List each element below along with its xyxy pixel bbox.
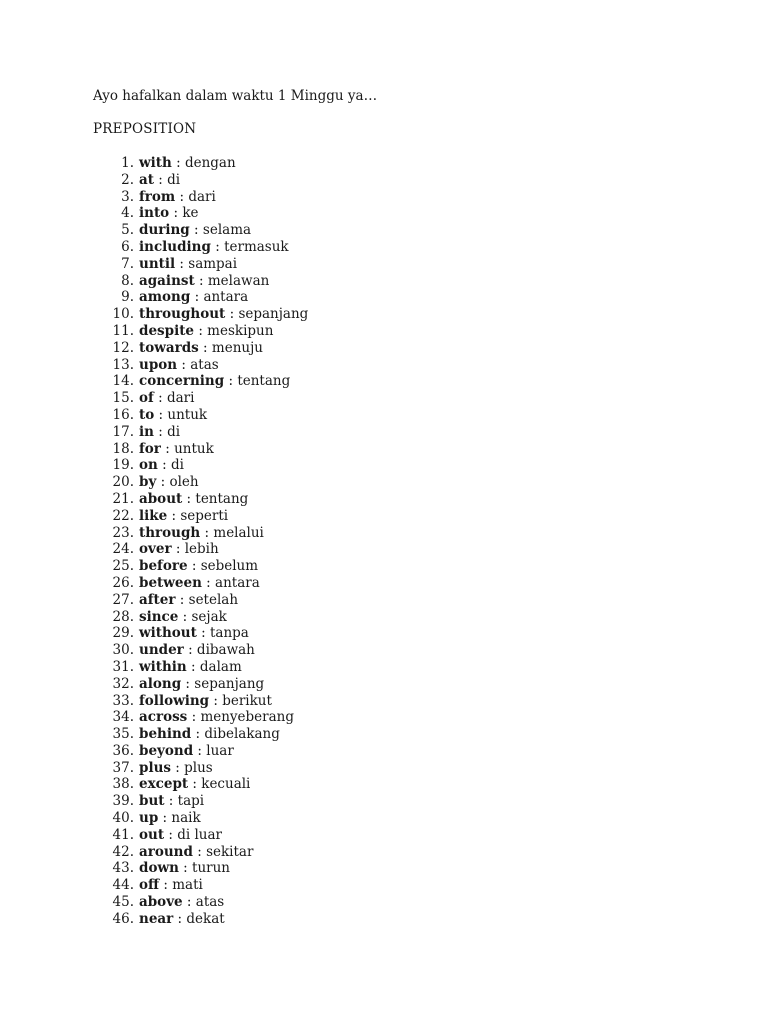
list-item (0, 541, 768, 558)
preposition-word: out (139, 826, 165, 843)
list-item (0, 676, 768, 693)
translation: naik (171, 810, 201, 827)
separator: : (177, 356, 191, 373)
list-item (0, 289, 768, 306)
translation: dibawah (196, 642, 255, 659)
translation: mati (172, 877, 203, 894)
preposition-word: under (139, 642, 184, 659)
list-item (0, 222, 768, 239)
list-item-entry (139, 306, 308, 323)
list-item-entry (139, 693, 272, 710)
list-item (0, 894, 768, 911)
translation: sepanjang (194, 675, 265, 692)
list-item-entry (139, 357, 219, 374)
translation: tapi (177, 793, 205, 810)
list-item (0, 776, 768, 793)
list-item (0, 844, 768, 861)
separator: : (225, 306, 239, 323)
list-item-number: 35. (112, 726, 134, 743)
separator: : (198, 339, 212, 356)
section-heading: PREPOSITION (93, 121, 197, 137)
list-item (0, 575, 768, 592)
list-item-entry (139, 273, 269, 290)
list-item-entry (139, 424, 180, 441)
translation: plus (184, 759, 213, 776)
list-item-number: 43. (112, 860, 134, 877)
list-item-number: 19. (112, 457, 134, 474)
list-item-number: 5. (121, 222, 134, 239)
preposition-word: in (139, 423, 154, 440)
preposition-word: near (139, 910, 174, 927)
separator: : (192, 843, 207, 860)
translation: tentang (195, 490, 249, 507)
list-item-number: 6. (121, 238, 134, 255)
translation: turun (192, 860, 230, 877)
list-item-number: 33. (112, 692, 134, 709)
list-item-entry (139, 827, 222, 844)
translation: seperti (180, 507, 229, 524)
translation: antara (215, 574, 260, 591)
list-item (0, 357, 768, 374)
separator: : (178, 608, 192, 625)
list-item-number: 39. (112, 793, 134, 810)
list-item (0, 340, 768, 357)
list-item-number: 11. (112, 322, 134, 339)
preposition-word: beyond (139, 742, 194, 759)
separator: : (154, 406, 168, 423)
list-item-entry (139, 860, 230, 877)
preposition-word: throughout (139, 306, 226, 323)
preposition-word: down (139, 860, 179, 877)
list-item-number: 46. (112, 910, 134, 927)
translation: sejak (191, 608, 227, 625)
separator: : (175, 591, 189, 608)
list-item (0, 592, 768, 609)
separator: : (186, 658, 200, 675)
preposition-word: behind (139, 726, 192, 743)
list-item (0, 827, 768, 844)
list-item (0, 273, 768, 290)
separator: : (153, 171, 168, 188)
list-item-number: 21. (112, 490, 134, 507)
preposition-word: along (139, 675, 182, 692)
separator: : (182, 894, 196, 911)
list-item (0, 525, 768, 542)
list-item-entry (139, 390, 194, 407)
list-item-number: 36. (112, 742, 134, 759)
separator: : (175, 255, 189, 272)
list-item-number: 4. (121, 205, 134, 222)
translation: untuk (167, 406, 208, 423)
preposition-word: to (139, 406, 155, 423)
list-item (0, 457, 768, 474)
preposition-word: by (139, 474, 157, 491)
list-item (0, 323, 768, 340)
preposition-word: following (139, 692, 210, 709)
list-item (0, 642, 768, 659)
list-item-entry (139, 508, 228, 525)
translation: menyeberang (200, 709, 295, 726)
list-item-entry (139, 222, 251, 239)
preposition-word: during (139, 222, 190, 239)
separator: : (191, 726, 205, 743)
separator: : (181, 675, 195, 692)
list-item-number: 31. (112, 658, 134, 675)
separator: : (187, 558, 201, 575)
separator: : (224, 373, 238, 390)
translation: oleh (169, 474, 199, 491)
translation: sampai (188, 255, 238, 272)
preposition-word: plus (139, 759, 171, 776)
separator: : (201, 574, 216, 591)
separator: : (210, 238, 225, 255)
translation: menuju (211, 339, 263, 356)
list-item (0, 860, 768, 877)
translation: dekat (186, 910, 225, 927)
separator: : (183, 642, 197, 659)
separator: : (194, 272, 208, 289)
list-item (0, 760, 768, 777)
preposition-word: around (139, 843, 193, 860)
list-item (0, 609, 768, 626)
list-item (0, 373, 768, 390)
list-item-number: 22. (112, 507, 134, 524)
translation: melalui (213, 524, 264, 541)
separator: : (167, 507, 181, 524)
translation: di (167, 171, 181, 188)
list-item (0, 239, 768, 256)
list-item-entry (139, 457, 184, 474)
separator: : (188, 776, 202, 793)
preposition-word: towards (139, 339, 199, 356)
preposition-word: concerning (139, 373, 225, 390)
list-item (0, 424, 768, 441)
translation: tanpa (210, 625, 249, 642)
separator: : (160, 440, 175, 457)
separator: : (178, 860, 193, 877)
list-item (0, 441, 768, 458)
list-item (0, 709, 768, 726)
list-item (0, 911, 768, 928)
list-item-number: 18. (112, 440, 134, 457)
separator: : (189, 222, 203, 239)
list-item-entry (139, 256, 237, 273)
list-item (0, 810, 768, 827)
translation: untuk (174, 440, 214, 457)
list-item-number: 27. (112, 591, 134, 608)
list-item (0, 743, 768, 760)
list-item-number: 24. (112, 541, 134, 558)
preposition-word: between (139, 574, 202, 591)
separator: : (171, 541, 185, 558)
translation: ke (182, 205, 199, 222)
list-item-entry (139, 776, 250, 793)
separator: : (169, 205, 183, 222)
separator: : (190, 289, 204, 306)
preposition-word: into (139, 205, 170, 222)
list-item-entry (139, 810, 201, 827)
list-item (0, 390, 768, 407)
translation: berikut (222, 692, 272, 709)
list-item-number: 32. (112, 675, 134, 692)
separator: : (182, 490, 196, 507)
separator: : (170, 759, 185, 776)
preposition-word: including (139, 238, 211, 255)
list-item-entry (139, 642, 255, 659)
list-item-entry (139, 189, 216, 206)
list-item-entry (139, 239, 289, 256)
translation: sebelum (200, 558, 259, 575)
translation: antara (203, 289, 249, 306)
list-item-number: 45. (112, 894, 134, 911)
list-item (0, 189, 768, 206)
list-item-number: 44. (112, 877, 134, 894)
list-item-entry (139, 877, 203, 894)
list-item-entry (139, 558, 258, 575)
list-item-entry (139, 592, 238, 609)
separator: : (158, 810, 172, 827)
preposition-word: with (139, 155, 172, 171)
separator: : (164, 793, 178, 810)
list-item (0, 491, 768, 508)
preposition-list (0, 155, 768, 928)
list-item-entry (139, 609, 227, 626)
translation: dengan (184, 155, 236, 171)
list-item-entry (139, 441, 214, 458)
preposition-word: until (139, 255, 176, 272)
list-item-number: 13. (112, 356, 134, 373)
translation: luar (206, 742, 234, 759)
list-item (0, 793, 768, 810)
list-item-entry (139, 289, 248, 306)
preposition-word: on (139, 457, 158, 474)
translation: meskipun (207, 322, 274, 339)
list-item-number: 2. (121, 171, 134, 188)
separator: : (171, 155, 185, 171)
separator: : (187, 709, 201, 726)
list-item-entry (139, 894, 224, 911)
list-item-entry (139, 373, 290, 390)
preposition-word: after (139, 591, 176, 608)
translation: di (167, 423, 181, 440)
list-item (0, 877, 768, 894)
list-item-number: 28. (112, 608, 134, 625)
list-item-entry (139, 726, 280, 743)
separator: : (194, 322, 208, 339)
list-item (0, 474, 768, 491)
list-item-entry (139, 793, 204, 810)
preposition-word: of (139, 390, 154, 407)
separator: : (196, 625, 210, 642)
list-item-entry (139, 709, 294, 726)
separator: : (153, 423, 168, 440)
list-item-number: 16. (112, 406, 134, 423)
translation: lebih (184, 541, 219, 558)
list-item-number: 12. (112, 339, 134, 356)
preposition-word: within (139, 658, 187, 675)
translation: di luar (177, 826, 222, 843)
translation: kecuali (201, 776, 251, 793)
preposition-word: except (139, 776, 189, 793)
list-item (0, 155, 768, 172)
list-item-entry (139, 155, 236, 172)
preposition-word: over (139, 541, 172, 558)
list-item-number: 41. (112, 826, 134, 843)
preposition-word: without (139, 625, 197, 642)
list-item-number: 10. (112, 306, 134, 323)
list-item-number: 34. (112, 709, 134, 726)
separator: : (159, 877, 173, 894)
list-item-number: 8. (121, 272, 134, 289)
list-item (0, 407, 768, 424)
list-item-entry (139, 340, 263, 357)
list-item-number: 7. (121, 255, 134, 272)
translation: atas (190, 356, 219, 373)
list-item-entry (139, 541, 219, 558)
preposition-word: at (139, 171, 154, 188)
list-item (0, 558, 768, 575)
preposition-word: upon (139, 356, 178, 373)
translation: melawan (207, 272, 270, 289)
list-item-entry (139, 743, 234, 760)
list-item-number: 23. (112, 524, 134, 541)
separator: : (164, 826, 178, 843)
preposition-word: about (139, 490, 183, 507)
separator: : (193, 742, 207, 759)
separator: : (200, 524, 214, 541)
list-item-entry (139, 474, 199, 491)
translation: sepanjang (238, 306, 309, 323)
translation: tentang (237, 373, 291, 390)
preposition-word: above (139, 894, 183, 911)
separator: : (173, 910, 187, 927)
list-item (0, 508, 768, 525)
list-item-number: 20. (112, 474, 134, 491)
list-item-number: 29. (112, 625, 134, 642)
preposition-word: across (139, 709, 188, 726)
list-item (0, 625, 768, 642)
list-item-entry (139, 676, 264, 693)
list-item (0, 693, 768, 710)
list-item-entry (139, 172, 180, 189)
list-item (0, 256, 768, 273)
preposition-word: like (139, 507, 168, 524)
preposition-word: but (139, 793, 165, 810)
translation: termasuk (224, 238, 289, 255)
separator: : (153, 390, 167, 407)
list-item (0, 306, 768, 323)
list-item-entry (139, 323, 273, 340)
list-item-entry (139, 575, 260, 592)
list-item-number: 17. (112, 423, 134, 440)
list-item-entry (139, 659, 242, 676)
list-item-number: 15. (112, 390, 134, 407)
separator: : (156, 474, 170, 491)
translation: dari (166, 390, 195, 407)
preposition-word: for (139, 440, 161, 457)
list-item (0, 726, 768, 743)
list-item (0, 172, 768, 189)
list-item-entry (139, 205, 199, 222)
list-item-number: 9. (121, 289, 134, 306)
list-item-number: 42. (112, 843, 134, 860)
list-item-number: 3. (121, 188, 134, 205)
separator: : (175, 188, 189, 205)
translation: selama (202, 222, 252, 239)
translation: sekitar (206, 843, 254, 860)
translation: di (170, 457, 184, 474)
translation: dalam (199, 658, 242, 675)
list-item-entry (139, 760, 213, 777)
preposition-word: before (139, 558, 188, 575)
list-item-number: 14. (112, 373, 134, 390)
list-item-number: 40. (112, 810, 134, 827)
intro-text: Ayo hafalkan dalam waktu 1 Minggu ya… (93, 88, 378, 104)
preposition-word: up (139, 810, 159, 827)
list-item (0, 659, 768, 676)
preposition-word: against (139, 272, 195, 289)
list-item (0, 205, 768, 222)
list-item-number: 37. (112, 759, 134, 776)
translation: dari (188, 188, 216, 205)
list-item-entry (139, 911, 225, 928)
list-item-number: 1. (121, 155, 134, 171)
translation: dibelakang (204, 726, 280, 743)
list-item-number: 26. (112, 574, 134, 591)
list-item-entry (139, 491, 248, 508)
translation: setelah (188, 591, 239, 608)
translation: atas (195, 894, 225, 911)
separator: : (157, 457, 171, 474)
preposition-word: despite (139, 322, 195, 339)
separator: : (209, 692, 223, 709)
preposition-word: since (139, 608, 179, 625)
list-item-number: 30. (112, 642, 134, 659)
preposition-word: off (139, 877, 160, 894)
list-item-entry (139, 625, 249, 642)
list-item-entry (139, 407, 207, 424)
list-item-entry (139, 844, 253, 861)
preposition-word: among (139, 289, 191, 306)
preposition-word: from (139, 188, 176, 205)
list-item-number: 38. (112, 776, 134, 793)
list-item-number: 25. (112, 558, 134, 575)
list-item-entry (139, 525, 264, 542)
preposition-word: through (139, 524, 201, 541)
